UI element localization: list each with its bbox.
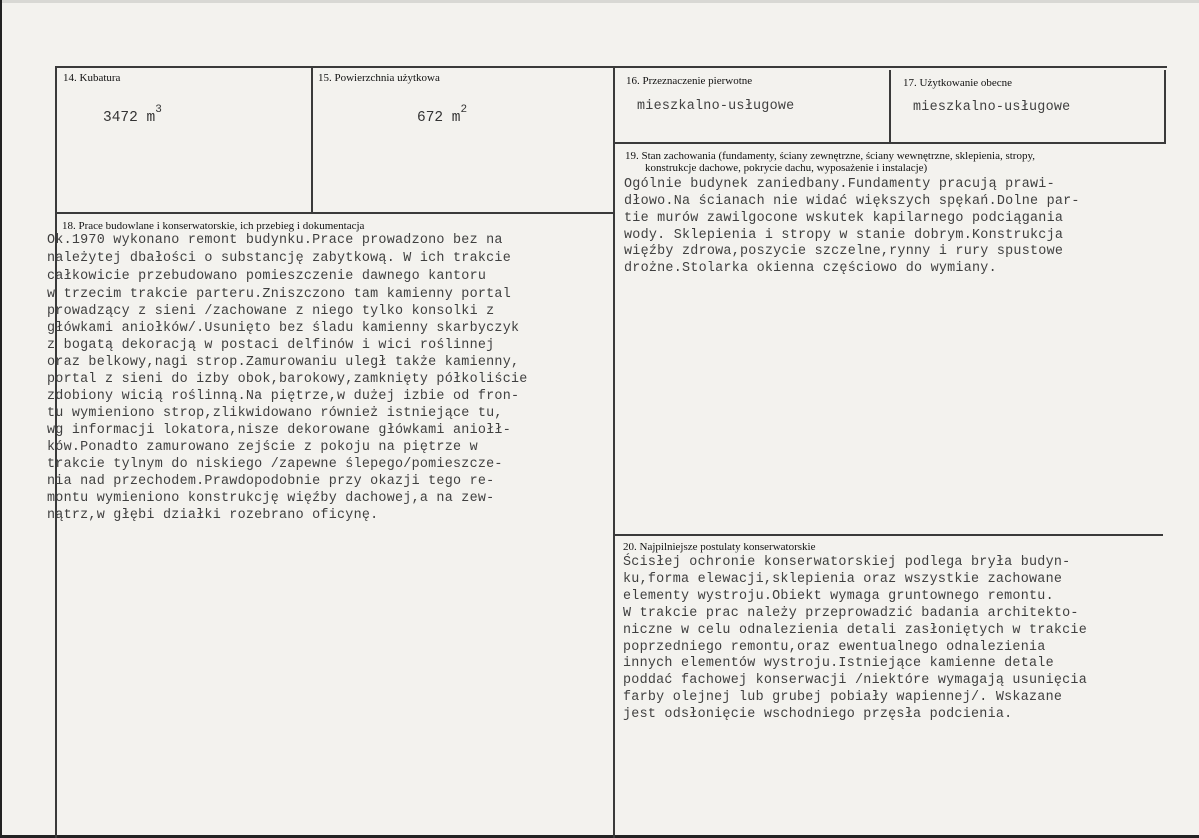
text-line: niczne w celu odnalezienia detali zasłoniętych w trakcie: [623, 623, 1087, 638]
text-line: wg informacji lokatora,nisze dekorowane główkami aniołł-: [47, 423, 511, 438]
stan-zachowania-label-2: konstrukcje dachowe, pokrycie dachu, wyposażenie i instalacje): [645, 162, 928, 174]
grid-top-line: [55, 66, 1167, 68]
text-line: ków.Ponadto zamurowano zejście z pokoju na piętrze w: [47, 440, 478, 455]
kubatura-number: 3472 m: [103, 109, 156, 126]
text-line: zdobiony wicią roślinną.Na piętrze,w dużej izbie od fron-: [47, 389, 520, 404]
grid-divider-14-15: [311, 66, 313, 213]
text-line: W trakcie prac należy przeprowadzić badania architekto-: [623, 606, 1079, 621]
text-line: trakcie tylnym do niskiego /zapewne ślepego/pomieszcze-: [47, 457, 503, 472]
grid-line-14-15-bottom: [55, 212, 615, 214]
text-line: prowadzący z sieni /zachowane z niego tylko konsolki z: [47, 304, 495, 319]
kubatura-exponent: 3: [155, 104, 162, 116]
kubatura-label: 14. Kubatura: [63, 72, 121, 84]
powierzchnia-number: 672 m: [417, 109, 461, 126]
text-line: Ścisłej ochronie konserwatorskiej podlega bryła budyn-: [623, 555, 1071, 570]
text-line: jest odsłonięcie wschodniego przęsła podcienia.: [623, 707, 1013, 722]
grid-line-19-bottom: [613, 534, 1163, 536]
przeznaczenie-label: 16. Przeznaczenie pierwotne: [626, 75, 753, 87]
powierzchnia-exponent: 2: [460, 104, 468, 116]
text-line: Ok.1970 wykonano remont budynku.Prace prowadzono bez na: [47, 233, 503, 248]
text-line: montu wymieniono konstrukcję więźby dachowej,a na zew-: [47, 491, 495, 506]
postulaty-label: 20. Najpilniejsze postulaty konserwatorskie: [623, 541, 816, 553]
text-line: Ogólnie budynek zaniedbany.Fundamenty pracują prawi-: [624, 177, 1055, 192]
text-line: należytej dbałości o substancję zabytkową. W ich trakcie: [47, 251, 511, 266]
kubatura-value: [103, 104, 162, 126]
paper-top-edge: [0, 0, 1199, 3]
text-line: portal z sieni do izby obok,barokowy,zamknięty półkoliście: [47, 372, 528, 387]
text-line: tu wymieniono strop,zlikwidowano również istniejące tu,: [47, 406, 503, 421]
uzytkowanie-value: mieszkalno-usługowe: [913, 100, 1071, 115]
grid-divider-16-17: [889, 70, 891, 142]
text-line: wody. Sklepienia i stropy w stanie dobrym.Konstrukcja: [624, 228, 1064, 243]
powierzchnia-label: 15. Powierzchnia użytkowa: [318, 72, 440, 84]
paper-left-edge: [0, 0, 2, 838]
text-line: innych elementów wystroju.Istniejące kamienne detale: [623, 656, 1054, 671]
przeznaczenie-value: mieszkalno-usługowe: [637, 99, 795, 114]
grid-right-line: [1164, 70, 1166, 142]
text-line: tie murów zawilgocone wskutek kapilarnego podciągania: [624, 211, 1064, 226]
text-line: nia nad przechodem.Prawdopodobnie przy okazji tego re-: [47, 474, 495, 489]
text-line: poprzedniego remontu,oraz ewentualnego odnalezienia: [623, 640, 1046, 655]
text-line: z bogatą dekoracją w postaci delfinów i wici roślinnej: [47, 338, 495, 353]
text-line: dłowo.Na ścianach nie widać większych spękań.Dolne par-: [624, 194, 1080, 209]
text-line: w trzecim trakcie parteru.Zniszczono tam kamienny portal: [47, 287, 511, 302]
text-line: główkami aniołków/.Usunięto bez śladu kamienny skarbyczyk: [47, 321, 520, 336]
text-line: całkowicie przebudowano pomieszczenie dawnego kantoru: [47, 269, 487, 284]
text-line: nątrz,w głębi działki rozebrano oficynę.: [47, 508, 379, 523]
text-line: oraz belkowy,nagi strop.Zamurowaniu uległ także kamienny,: [47, 355, 520, 370]
text-line: elementy wystroju.Obiekt wymaga gruntownego remontu.: [623, 589, 1054, 604]
text-line: drożne.Stolarka okienna częściowo do wymiany.: [624, 261, 997, 276]
text-line: farby olejnej lub grubej pobiały wapiennej/. Wskazane: [623, 690, 1063, 705]
text-line: poddać fachowej konserwacji /niektóre wymagają usunięcia: [623, 673, 1087, 688]
powierzchnia-value: [417, 104, 468, 126]
text-line: więźby zdrowa,poszycie szczelne,rynny i rury spustowe: [624, 244, 1064, 259]
text-line: ku,forma elewacji,sklepienia oraz wszystkie zachowane: [623, 572, 1063, 587]
uzytkowanie-label: 17. Użytkowanie obecne: [903, 77, 1013, 89]
grid-divider-15-16: [613, 66, 615, 838]
grid-line-16-17-bottom: [613, 142, 1166, 144]
stan-zachowania-label-1: 19. Stan zachowania (fundamenty, ściany zewnętrzne, ściany wewnętrzne, sklepienia, stropy,: [625, 150, 1036, 162]
prace-budowlane-label: 18. Prace budowlane i konserwatorskie, ich przebieg i dokumentacja: [62, 220, 365, 232]
